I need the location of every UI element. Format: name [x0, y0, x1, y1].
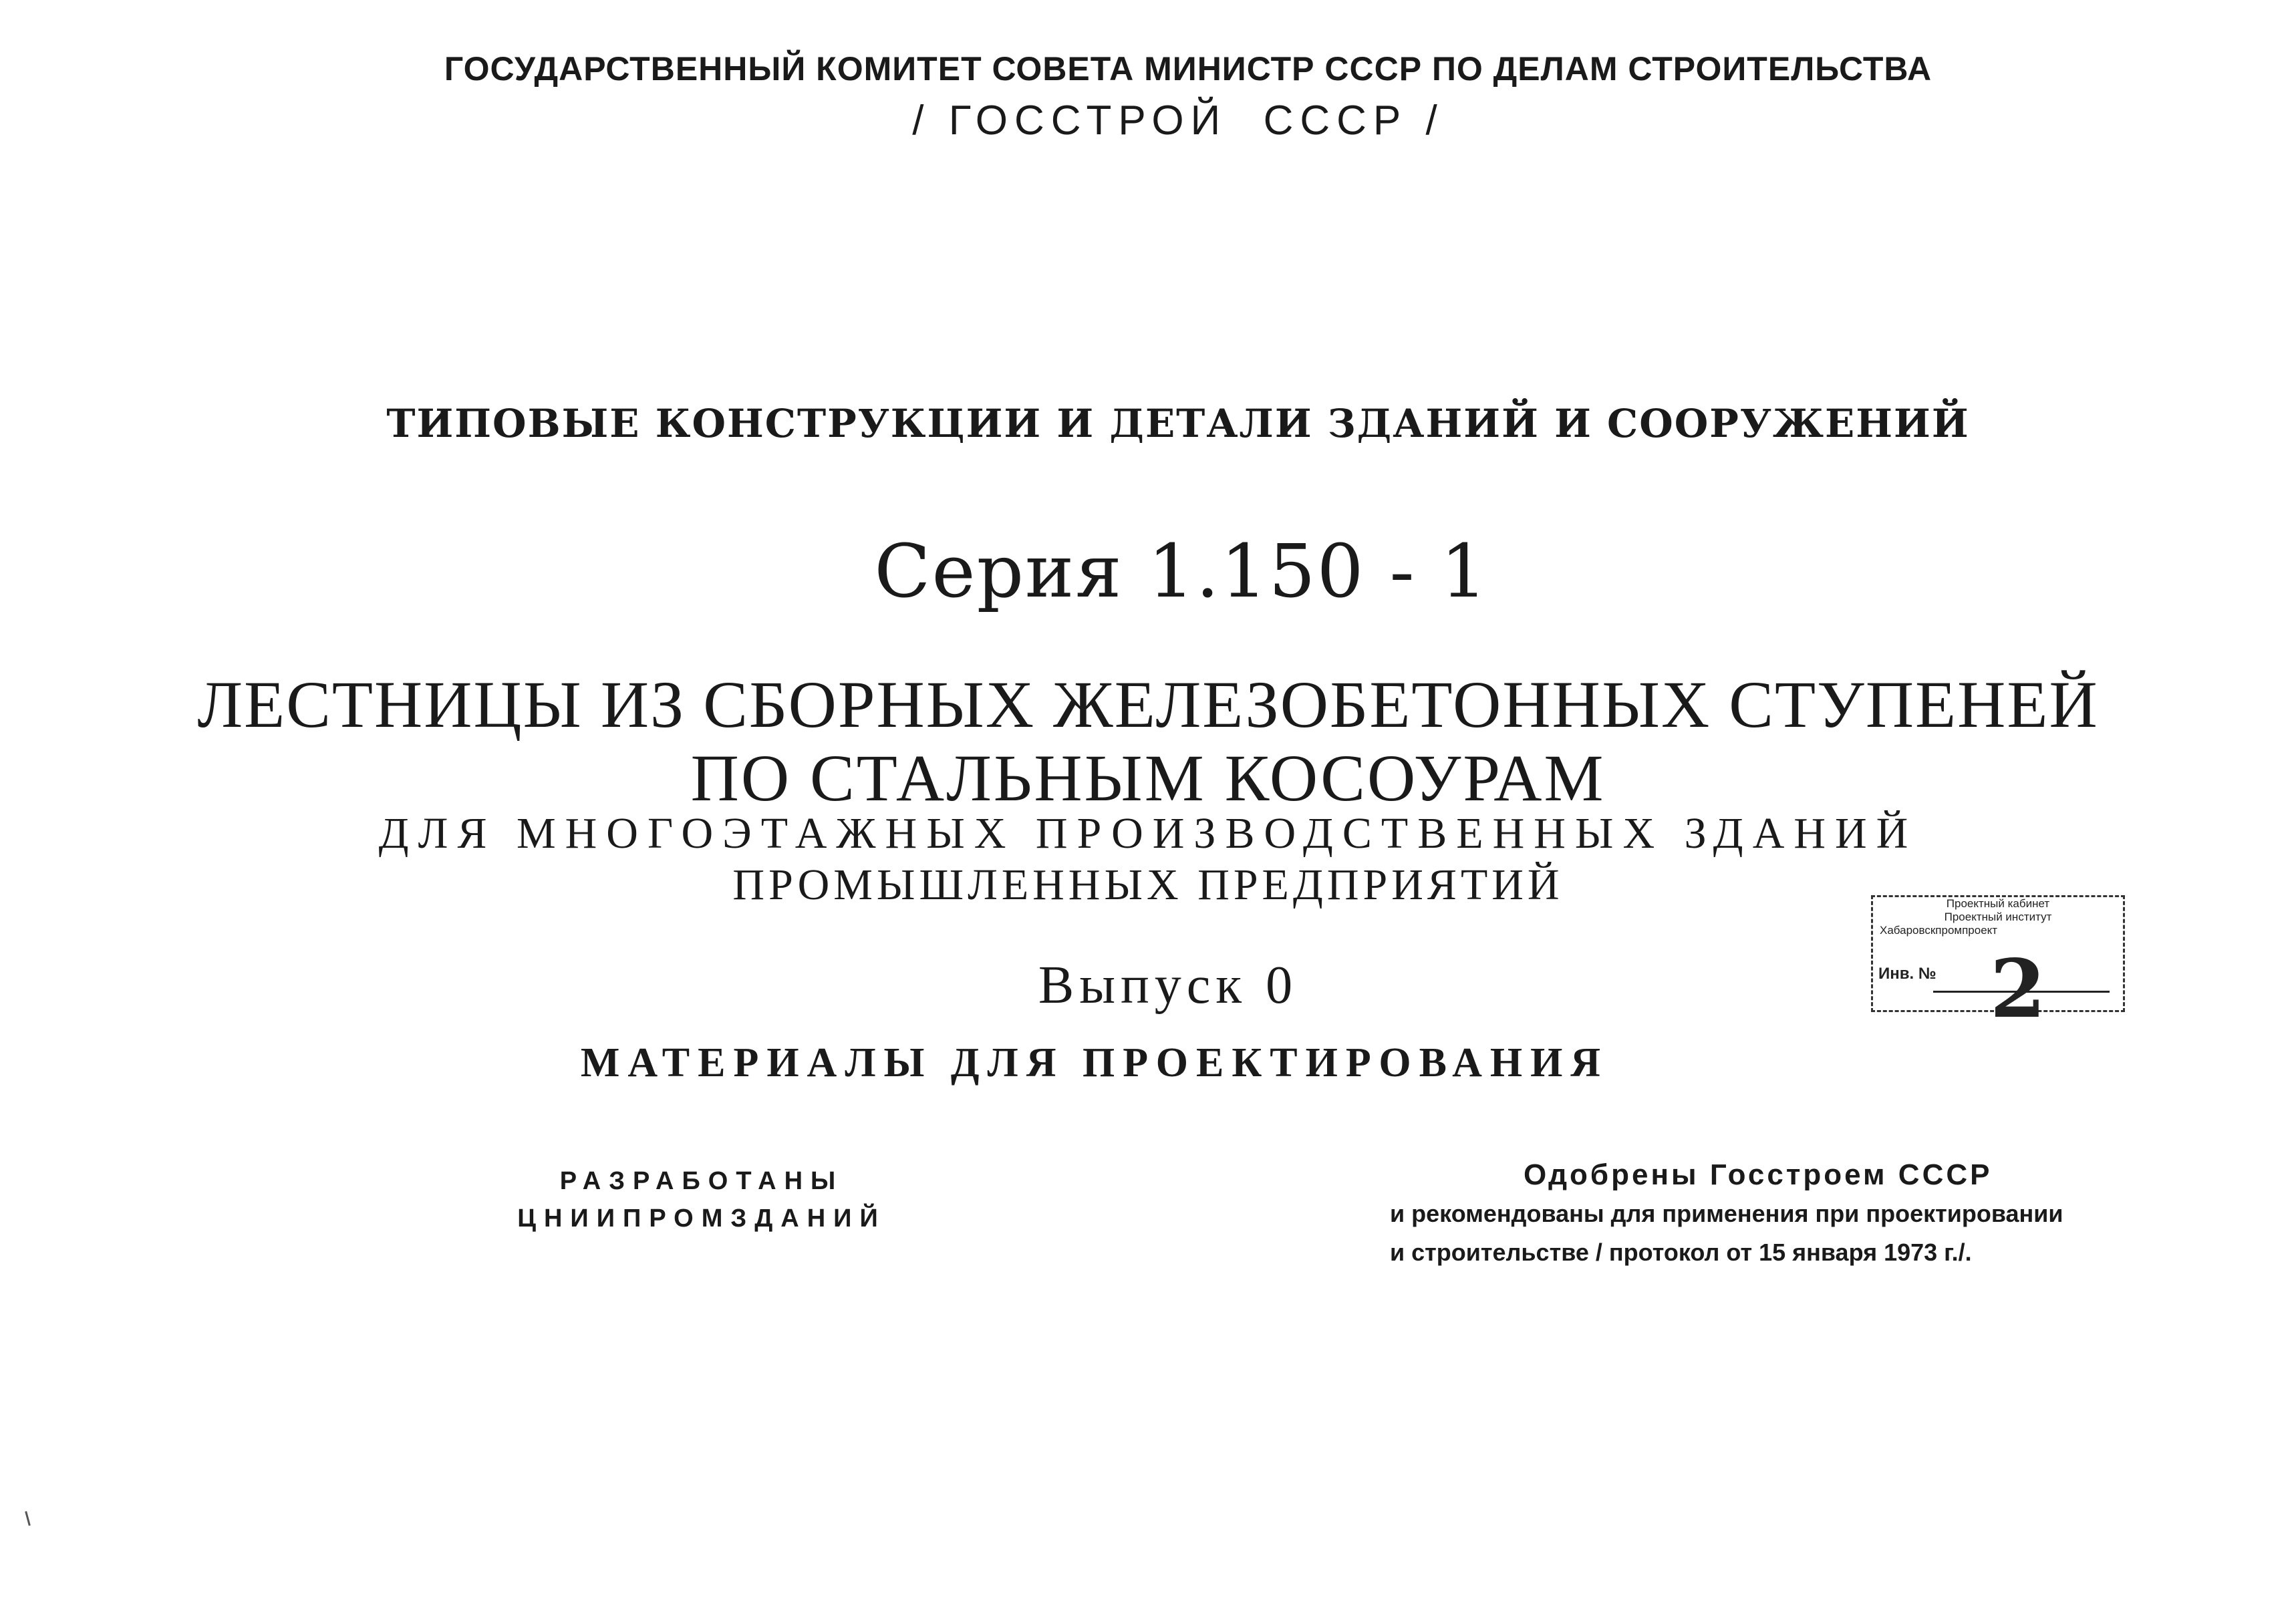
series-number: Серия 1.150 - 1	[874, 528, 1489, 614]
scan-speck	[25, 1511, 31, 1526]
developer-organization: ЦНИИПРОМЗДАНИЙ	[517, 1204, 886, 1233]
agency-short-name: / ГОССТРОЙ СССР /	[912, 98, 1444, 144]
document-title-line-1: ЛЕСТНИЦЫ ИЗ СБОРНЫХ ЖЕЛЕЗОБЕТОННЫХ СТУПЕНЕЙ	[197, 667, 2099, 742]
approval-line-3: и строительстве / протокол от 15 января 1973 г./.	[1390, 1239, 1972, 1266]
developer-label: РАЗРАБОТАНЫ	[559, 1167, 844, 1195]
approval-line-1: Одобрены Госстроем СССР	[1524, 1158, 1993, 1191]
document-title-line-2: ПО СТАЛЬНЫМ КОСОУРАМ	[690, 741, 1606, 815]
stamp-line-3: Хабаровскпромпроект	[1880, 924, 1998, 937]
document-title-line-4: ПРОМЫШЛЕННЫХ ПРЕДПРИЯТИЙ	[732, 860, 1564, 909]
stamp-line-2: Проектный институт	[1944, 911, 2052, 923]
approval-block	[1390, 1156, 2259, 1272]
issue-number: Выпуск 0	[1038, 956, 1298, 1015]
document-title-line-3: ДЛЯ МНОГОЭТАЖНЫХ ПРОИЗВОДСТВЕННЫХ ЗДАНИЙ	[378, 809, 1918, 858]
collection-title: ТИПОВЫЕ КОНСТРУКЦИИ И ДЕТАЛИ ЗДАНИЙ И СООРУЖЕНИЙ	[386, 401, 1970, 446]
inventory-label: Инв. №	[1878, 965, 1936, 983]
approval-line-2: и рекомендованы для применения при проектировании	[1390, 1200, 2063, 1227]
developer-block	[401, 1162, 1002, 1237]
library-stamp	[1871, 895, 2125, 1036]
stamp-line-1: Проектный кабинет	[1946, 897, 2050, 910]
document-subject: МАТЕРИАЛЫ ДЛЯ ПРОЕКТИРОВАНИЯ	[580, 1040, 1609, 1086]
inventory-number: 2	[1990, 942, 2046, 1036]
agency-name: ГОСУДАРСТВЕННЫЙ КОМИТЕТ СОВЕТА МИНИСТР СССР ПО ДЕЛАМ СТРОИТЕЛЬСТВА	[444, 50, 1932, 88]
